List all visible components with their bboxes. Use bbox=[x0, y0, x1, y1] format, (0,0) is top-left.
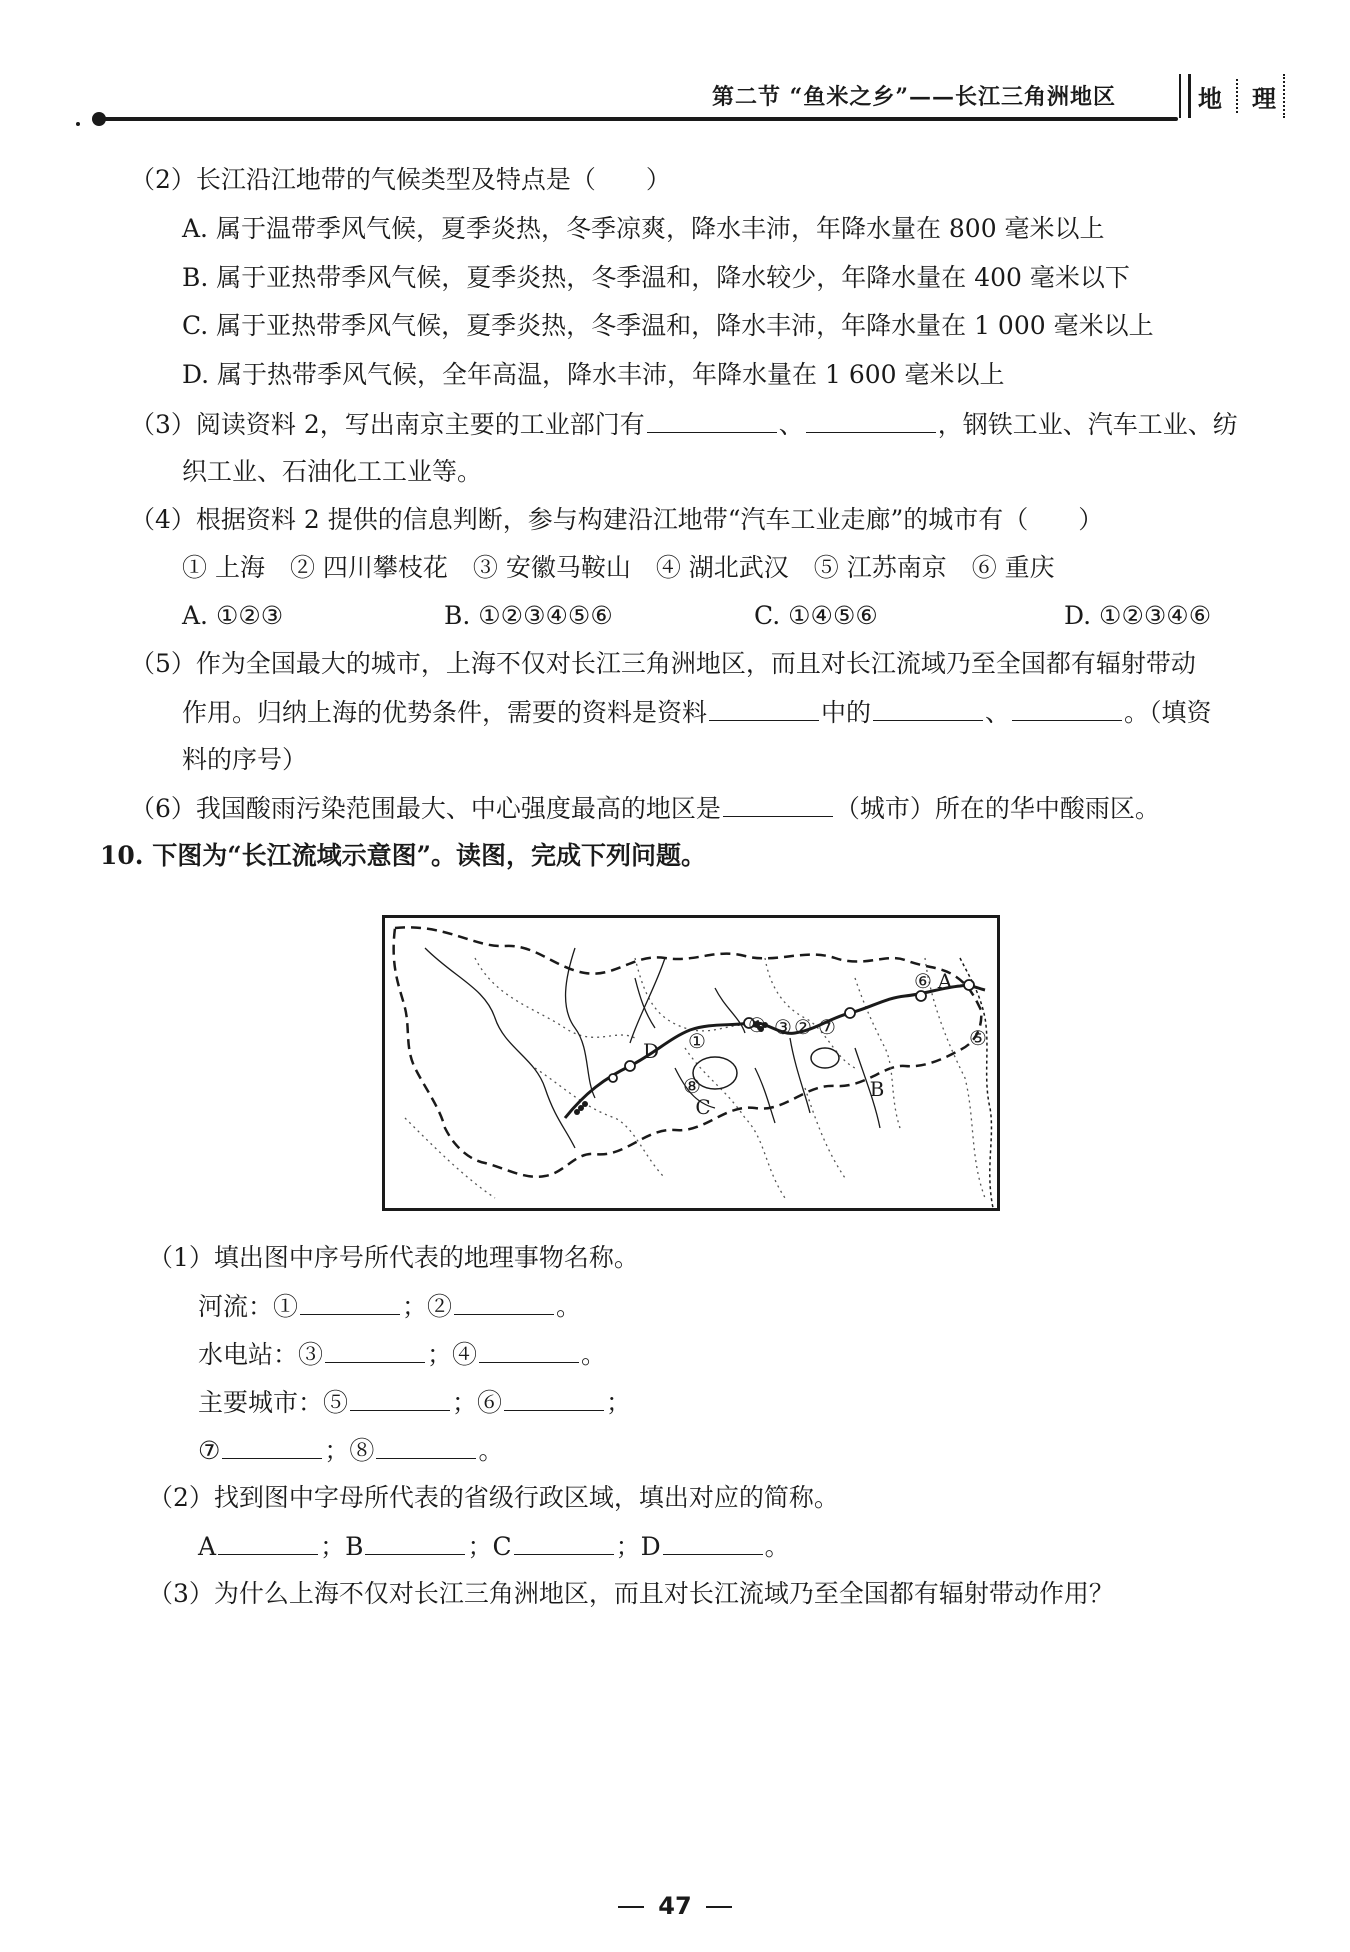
answer-blank[interactable] bbox=[1012, 696, 1122, 721]
q9-p4-option-a: A. ①②③ bbox=[182, 601, 284, 630]
header-small-dot bbox=[76, 122, 80, 126]
rivers-mid: ；② bbox=[402, 1292, 453, 1321]
q10-p1-hydro bbox=[198, 1338, 606, 1371]
yangtze-basin-map bbox=[382, 915, 1000, 1211]
q9-p5-text-a: 作用。归纳上海的优势条件，需要的资料是资料 bbox=[182, 698, 708, 727]
map-label-6: ⑥ bbox=[914, 969, 932, 993]
province-d: ；D bbox=[615, 1532, 661, 1561]
header-rule bbox=[98, 117, 1178, 121]
answer-blank[interactable] bbox=[709, 696, 819, 721]
province-a: A bbox=[198, 1532, 217, 1561]
map-label-7: ⑦ bbox=[818, 1015, 836, 1039]
province-c: ；C bbox=[467, 1532, 512, 1561]
answer-blank[interactable] bbox=[504, 1386, 604, 1411]
map-label-2: ② bbox=[794, 1015, 812, 1039]
map-label-b: B bbox=[869, 1077, 885, 1101]
q9-p5-line3: 料的序号） bbox=[182, 745, 308, 774]
q9-p6-line bbox=[130, 792, 1160, 825]
hydro-label: 水电站：③ bbox=[198, 1340, 324, 1369]
map-label-8: ⑧ bbox=[683, 1074, 701, 1098]
map-label-d: D bbox=[642, 1039, 660, 1063]
answer-blank[interactable] bbox=[325, 1338, 425, 1363]
answer-blank[interactable] bbox=[222, 1434, 322, 1459]
q9-p3-text-2: ，钢铁工业、汽车工业、纺 bbox=[937, 410, 1238, 439]
page-dash-right bbox=[706, 1906, 732, 1908]
answer-blank[interactable] bbox=[647, 408, 777, 433]
subject-badge-rule bbox=[1179, 74, 1181, 118]
city2-mid: ；⑧ bbox=[324, 1436, 375, 1465]
answer-blank[interactable] bbox=[300, 1290, 400, 1315]
city-mid: ；⑥ bbox=[452, 1388, 503, 1417]
q9-p2-option-c: C. 属于亚热带季风气候，夏季炎热，冬季温和，降水丰沛，年降水量在 1 000 毫米以上 bbox=[182, 311, 1154, 340]
q10-p1-stem: （1）填出图中序号所代表的地理事物名称。 bbox=[148, 1243, 639, 1272]
answer-blank[interactable] bbox=[365, 1530, 465, 1555]
answer-blank[interactable] bbox=[806, 408, 936, 433]
map-label-c: C bbox=[695, 1095, 711, 1119]
q9-p4-option-c: C. ①④⑤⑥ bbox=[754, 601, 878, 630]
rivers-label: 河流：① bbox=[198, 1292, 299, 1321]
map-label-a: A bbox=[937, 969, 953, 993]
q9-p4-stem: （4）根据资料 2 提供的信息判断，参与构建沿江地带“汽车工业走廊”的城市有（ ） bbox=[130, 505, 1104, 534]
answer-blank[interactable] bbox=[218, 1530, 318, 1555]
q9-p5-line2 bbox=[182, 696, 1212, 729]
q10-p1-rivers bbox=[198, 1290, 581, 1323]
subject-char-2: 理 bbox=[1252, 83, 1276, 113]
q9-p5-text-c: 、 bbox=[985, 698, 1011, 727]
q9-p4-option-d: D. ①②③④⑥ bbox=[1064, 601, 1212, 630]
q10-p1-cities bbox=[198, 1386, 631, 1419]
page-number bbox=[0, 1892, 1350, 1920]
city2-label: ⑦ bbox=[198, 1436, 221, 1465]
q9-p5-text-b: 中的 bbox=[821, 698, 872, 727]
hydro-end: 。 bbox=[581, 1340, 607, 1369]
q9-p3-line1 bbox=[130, 408, 1238, 441]
q9-p2-option-d: D. 属于热带季风气候，全年高温，降水丰沛，年降水量在 1 600 毫米以上 bbox=[182, 360, 1005, 389]
q9-p2-option-b: B. 属于亚热带季风气候，夏季炎热，冬季温和，降水较少，年降水量在 400 毫米以下 bbox=[182, 263, 1130, 292]
map-label-5: ⑤ bbox=[969, 1026, 987, 1050]
page-number-text: 47 bbox=[658, 1892, 692, 1920]
city-label: 主要城市：⑤ bbox=[198, 1388, 349, 1417]
q10-p1-cities-2 bbox=[198, 1434, 503, 1467]
rivers-end: 。 bbox=[556, 1292, 582, 1321]
q10-p2-stem: （2）找到图中字母所代表的省级行政区域，填出对应的简称。 bbox=[148, 1483, 839, 1512]
q9-p5-text-d: 。（填资 bbox=[1124, 698, 1212, 727]
q9-p3-sep: 、 bbox=[778, 410, 804, 439]
q9-p5-line1: （5）作为全国最大的城市，上海不仅对长江三角洲地区，而且对长江流域乃至全国都有辐射带动 bbox=[130, 649, 1196, 678]
q9-p6-text-2: （城市）所在的华中酸雨区。 bbox=[834, 794, 1160, 823]
subject-badge bbox=[1188, 74, 1285, 118]
city-end: ； bbox=[606, 1388, 632, 1417]
q10-p3-stem: （3）为什么上海不仅对长江三角洲地区，而且对长江流域乃至全国都有辐射带动作用？ bbox=[148, 1579, 1114, 1608]
q9-p3-line2: 织工业、石油化工工业等。 bbox=[182, 457, 483, 486]
answer-blank[interactable] bbox=[454, 1290, 554, 1315]
answer-blank[interactable] bbox=[376, 1434, 476, 1459]
subject-char-1: 地 bbox=[1198, 83, 1222, 113]
q9-p2-stem: （2）长江沿江地带的气候类型及特点是（ ） bbox=[130, 165, 671, 194]
q9-p2-option-a: A. 属于温带季风气候，夏季炎热，冬季凉爽，降水丰沛，年降水量在 800 毫米以上 bbox=[182, 214, 1105, 243]
map-label-4: ④ bbox=[748, 1013, 766, 1037]
answer-blank[interactable] bbox=[350, 1386, 450, 1411]
q10-stem: 10. 下图为“长江流域示意图”。读图，完成下列问题。 bbox=[100, 841, 706, 870]
province-end: 。 bbox=[764, 1532, 790, 1561]
subject-separator bbox=[1236, 79, 1238, 113]
q10-p2-answers bbox=[198, 1530, 790, 1563]
answer-blank[interactable] bbox=[479, 1338, 579, 1363]
map-label-3: ③ bbox=[774, 1015, 792, 1039]
map-label-1: ① bbox=[688, 1029, 706, 1053]
answer-blank[interactable] bbox=[723, 792, 833, 817]
answer-blank[interactable] bbox=[873, 696, 983, 721]
answer-blank[interactable] bbox=[663, 1530, 763, 1555]
page-dash-left bbox=[618, 1906, 644, 1908]
q9-p4-option-b: B. ①②③④⑤⑥ bbox=[444, 601, 613, 630]
q9-p3-text-1: （3）阅读资料 2，写出南京主要的工业部门有 bbox=[130, 410, 645, 439]
section-title: 第二节 “鱼米之乡”——长江三角洲地区 bbox=[712, 84, 1116, 110]
province-b: ；B bbox=[320, 1532, 364, 1561]
city2-end: 。 bbox=[478, 1436, 504, 1465]
q9-p4-items: ① 上海 ② 四川攀枝花 ③ 安徽马鞍山 ④ 湖北武汉 ⑤ 江苏南京 ⑥ 重庆 bbox=[182, 553, 1055, 582]
q9-p6-text-1: （6）我国酸雨污染范围最大、中心强度最高的地区是 bbox=[130, 794, 721, 823]
answer-blank[interactable] bbox=[514, 1530, 614, 1555]
hydro-mid: ；④ bbox=[427, 1340, 478, 1369]
